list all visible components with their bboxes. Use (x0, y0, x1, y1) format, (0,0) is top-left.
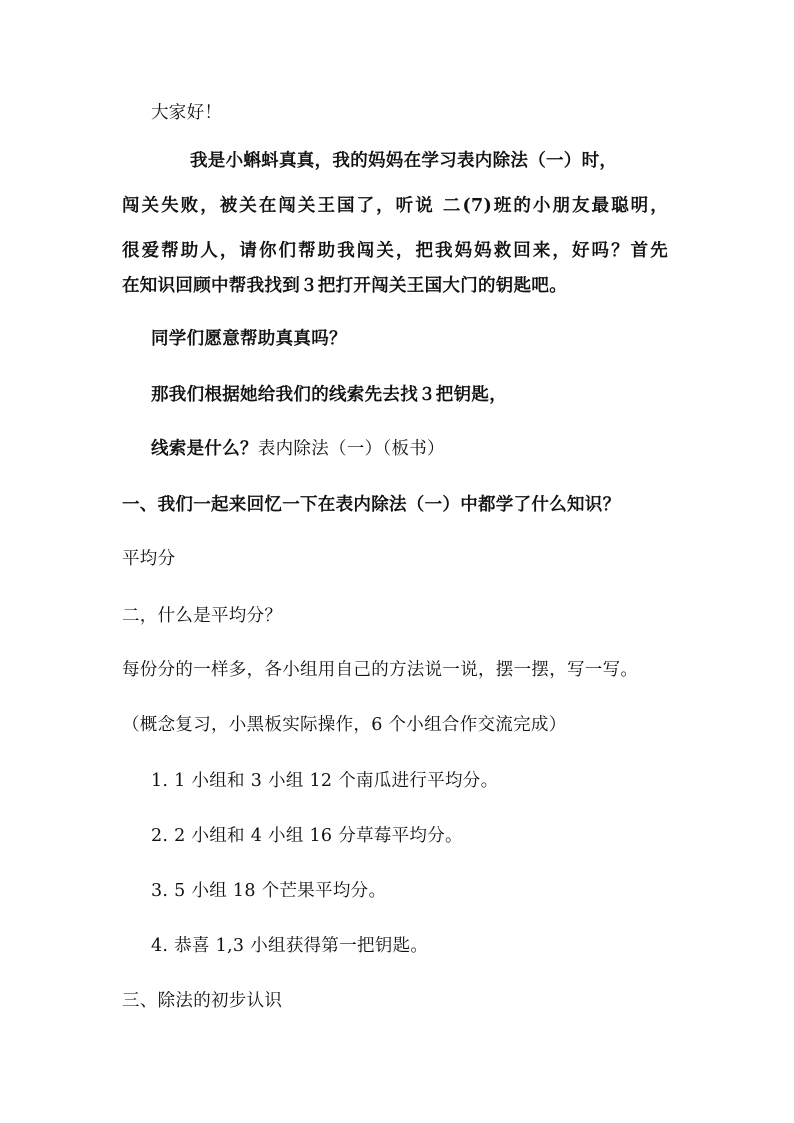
clue-label: 线索是什么？ (151, 439, 258, 459)
section1-answer: 平均分 (122, 549, 176, 569)
step-item-3: 3. 5 小组 18 个芒果平均分。 (151, 881, 387, 901)
intro-line-4: 在知识回顾中帮我找到３把打开闯关王国大门的钥匙吧。 (122, 276, 567, 296)
section2-heading: 二，什么是平均分？ (122, 606, 283, 626)
step-item-1: 1. 1 小组和 3 小组 12 个南瓜进行平均分。 (151, 771, 499, 791)
clue-answer: 表内除法（一）（板书） (257, 439, 445, 459)
section2-note: （概念复习，小黑板实际操作，6 个小组合作交流完成） (122, 715, 567, 735)
clue-line (151, 438, 445, 460)
greeting-text: 大家好！ (151, 103, 223, 123)
section3-heading: 三、除法的初步认识 (122, 991, 283, 1011)
intro-line-2: 闯关失败，被关在闯关王国了，听说 二(7)班的小朋友最聪明， (122, 196, 668, 216)
step-item-4: 4. 恭喜 1,3 小组获得第一把钥匙。 (151, 936, 429, 956)
step-item-2: 2. 2 小组和 4 小组 16 分草莓平均分。 (151, 826, 463, 846)
section2-definition: 每份分的一样多，各小组用自己的方法说一说，摆一摆，写一写。 (122, 660, 639, 680)
section1-heading: 一、我们一起来回忆一下在表内除法（一）中都学了什么知识？ (122, 495, 621, 515)
clue-search-text: 那我们根据她给我们的线索先去找３把钥匙， (151, 385, 507, 405)
intro-line-3: 很爱帮助人，请你们帮助我闯关，把我妈妈救回来，好吗？首先 (122, 241, 668, 261)
intro-line-1: 我是小蝌蚪真真，我的妈妈在学习表内除法（一）时， (190, 151, 618, 171)
question-help-text: 同学们愿意帮助真真吗？ (151, 329, 347, 349)
